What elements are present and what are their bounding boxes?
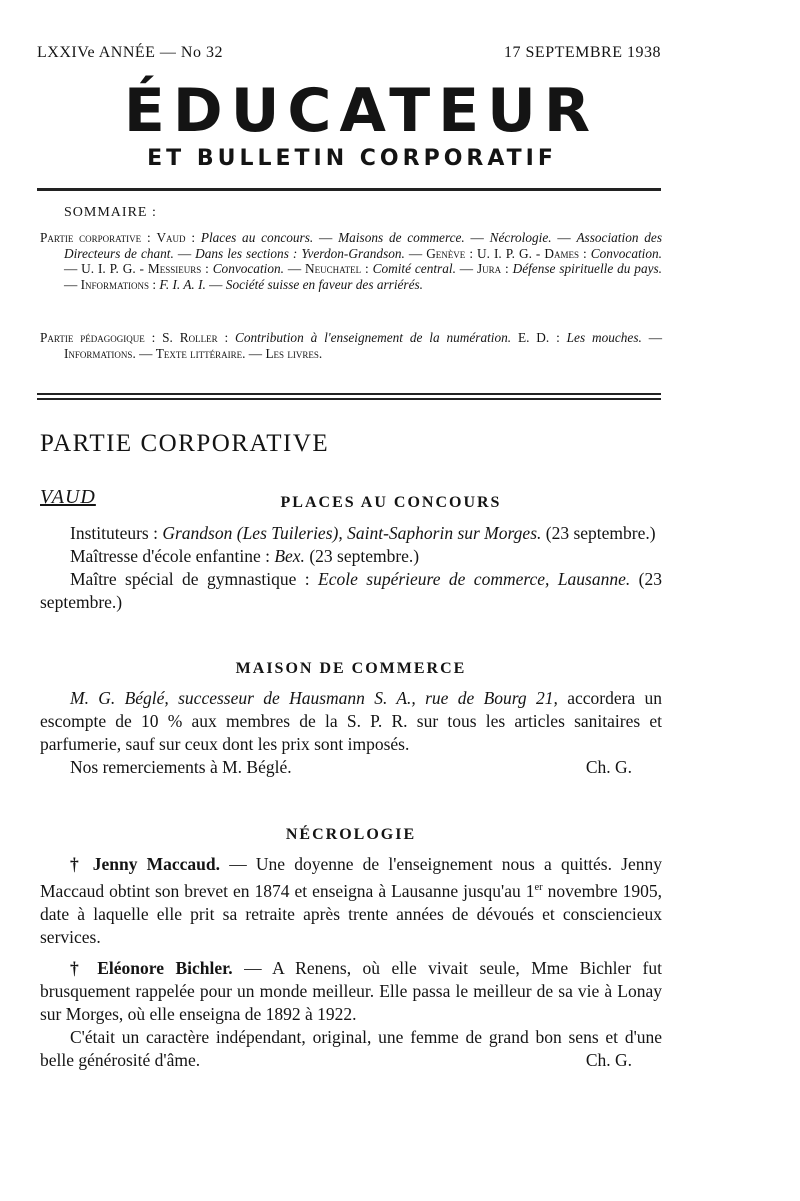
- necrologie-title: NÉCROLOGIE: [285, 826, 417, 843]
- issue-date: 17 SEPTEMBRE 1938: [504, 44, 661, 61]
- partie-corporative-heading: PARTIE CORPORATIVE: [40, 430, 330, 457]
- masthead-title: ÉDUCATEUR: [123, 76, 599, 146]
- necrologie-body: [40, 853, 662, 1072]
- vaud-section-label: VAUD: [40, 486, 96, 508]
- maison-body: [40, 687, 662, 779]
- sommaire-rule-top: [37, 393, 661, 395]
- necrologie-bichler: † Eléonore Bichler. — A Renens, où elle vivait seule, Mme Bichler fut brusquement rappelée pour un monde meilleur. Elle passa le meilleur de sa vie à Lonay sur Morges, où elle enseigna de 1892 à 1922.: [40, 957, 662, 1024]
- sommaire-corporative: Partie corporative : Vaud : Places au concours. — Maisons de commerce. — Nécrologie. — Association des Directeurs de chant. — Dans les sections : Yverdon-Grandson. — Genève : U. I. P. G. - Dames : Convocation. — U. I. P. G. - Messieurs : Convocation. — Neuchatel : Comité central. — Jura : Défense spirituelle du pays. — Informations : F. I. A. I. — Société suisse en faveur des arriérés.: [40, 230, 663, 292]
- necrologie-maccaud: † Jenny Maccaud. — Une doyenne de l'enseignement nous a quittés. Jenny Maccaud obtint son brevet en 1874 et enseigna à Lausanne jusqu'au 1er novembre 1905, date à laquelle elle prit sa retraite après trente années de dévoués et consciencieux services.: [40, 854, 662, 947]
- places-instituteurs: Instituteurs : Grandson (Les Tuileries), Saint-Saphorin sur Morges. (23 septembre.): [70, 523, 656, 543]
- sommaire-corporative-label: Partie corporative: [40, 230, 142, 245]
- necrologie-caractere: C'était un caractère indépendant, original, une femme de grand bon sens et d'une belle générosité d'âme.: [40, 1026, 662, 1070]
- maison-signature: Ch. G.: [585, 757, 632, 777]
- places-title: PLACES AU CONCOURS: [280, 494, 502, 511]
- sommaire-pedagogique: Partie pédagogique : S. Roller : Contribution à l'enseignement de la numération. E. D. : Les mouches. — Informations. — Texte littéraire. — Les livres.: [40, 330, 662, 361]
- places-maitresse: Maîtresse d'école enfantine : Bex. (23 septembre.): [70, 546, 420, 566]
- masthead-subtitle: ET BULLETIN CORPORATIF: [147, 146, 557, 171]
- sommaire-title: SOMMAIRE :: [64, 205, 157, 220]
- places-maitre-gym: Maître spécial de gymnastique : Ecole supérieure de commerce, Lausanne. (23 septembre.): [40, 569, 662, 612]
- maison-paragraph: M. G. Béglé, successeur de Hausmann S. A., rue de Bourg 21, accordera un escompte de 10 % aux membres de la S. P. R. sur tous les articles sanitaires et parfumerie, sauf sur ceux dont les prix sont imposés.: [40, 688, 662, 754]
- sommaire-rule-bottom: [37, 398, 661, 400]
- maison-title: MAISON DE COMMERCE: [235, 660, 467, 677]
- maison-thanks: Nos remerciements à M. Béglé.: [70, 757, 292, 777]
- sommaire-pedagogique-label: Partie pédagogique: [40, 330, 145, 345]
- sommaire-corporative-content: Vaud : Places au concours. — Maisons de commerce. — Nécrologie. — Association des Directeurs de chant. — Dans les sections : Yverdon-Grandson. — Genève : U. I. P. G. - Dames : Convocation. — U. I. P. G. - Messieurs : Convocation. — Neuchatel : Comité central. — Jura : Défense spirituelle du pays. — Informations : F. I. A. I. — Société suisse en faveur des arriérés.: [64, 230, 663, 292]
- header-rule: [37, 188, 661, 191]
- places-body: [40, 522, 662, 614]
- necrologie-signature: Ch. G.: [585, 1049, 632, 1070]
- sommaire-pedagogique-content: S. Roller : Contribution à l'enseignement de la numération. E. D. : Les mouches. — Informations. — Texte littéraire. — Les livres.: [64, 330, 662, 361]
- issue-number: LXXIVe ANNÉE — No 32: [37, 44, 223, 61]
